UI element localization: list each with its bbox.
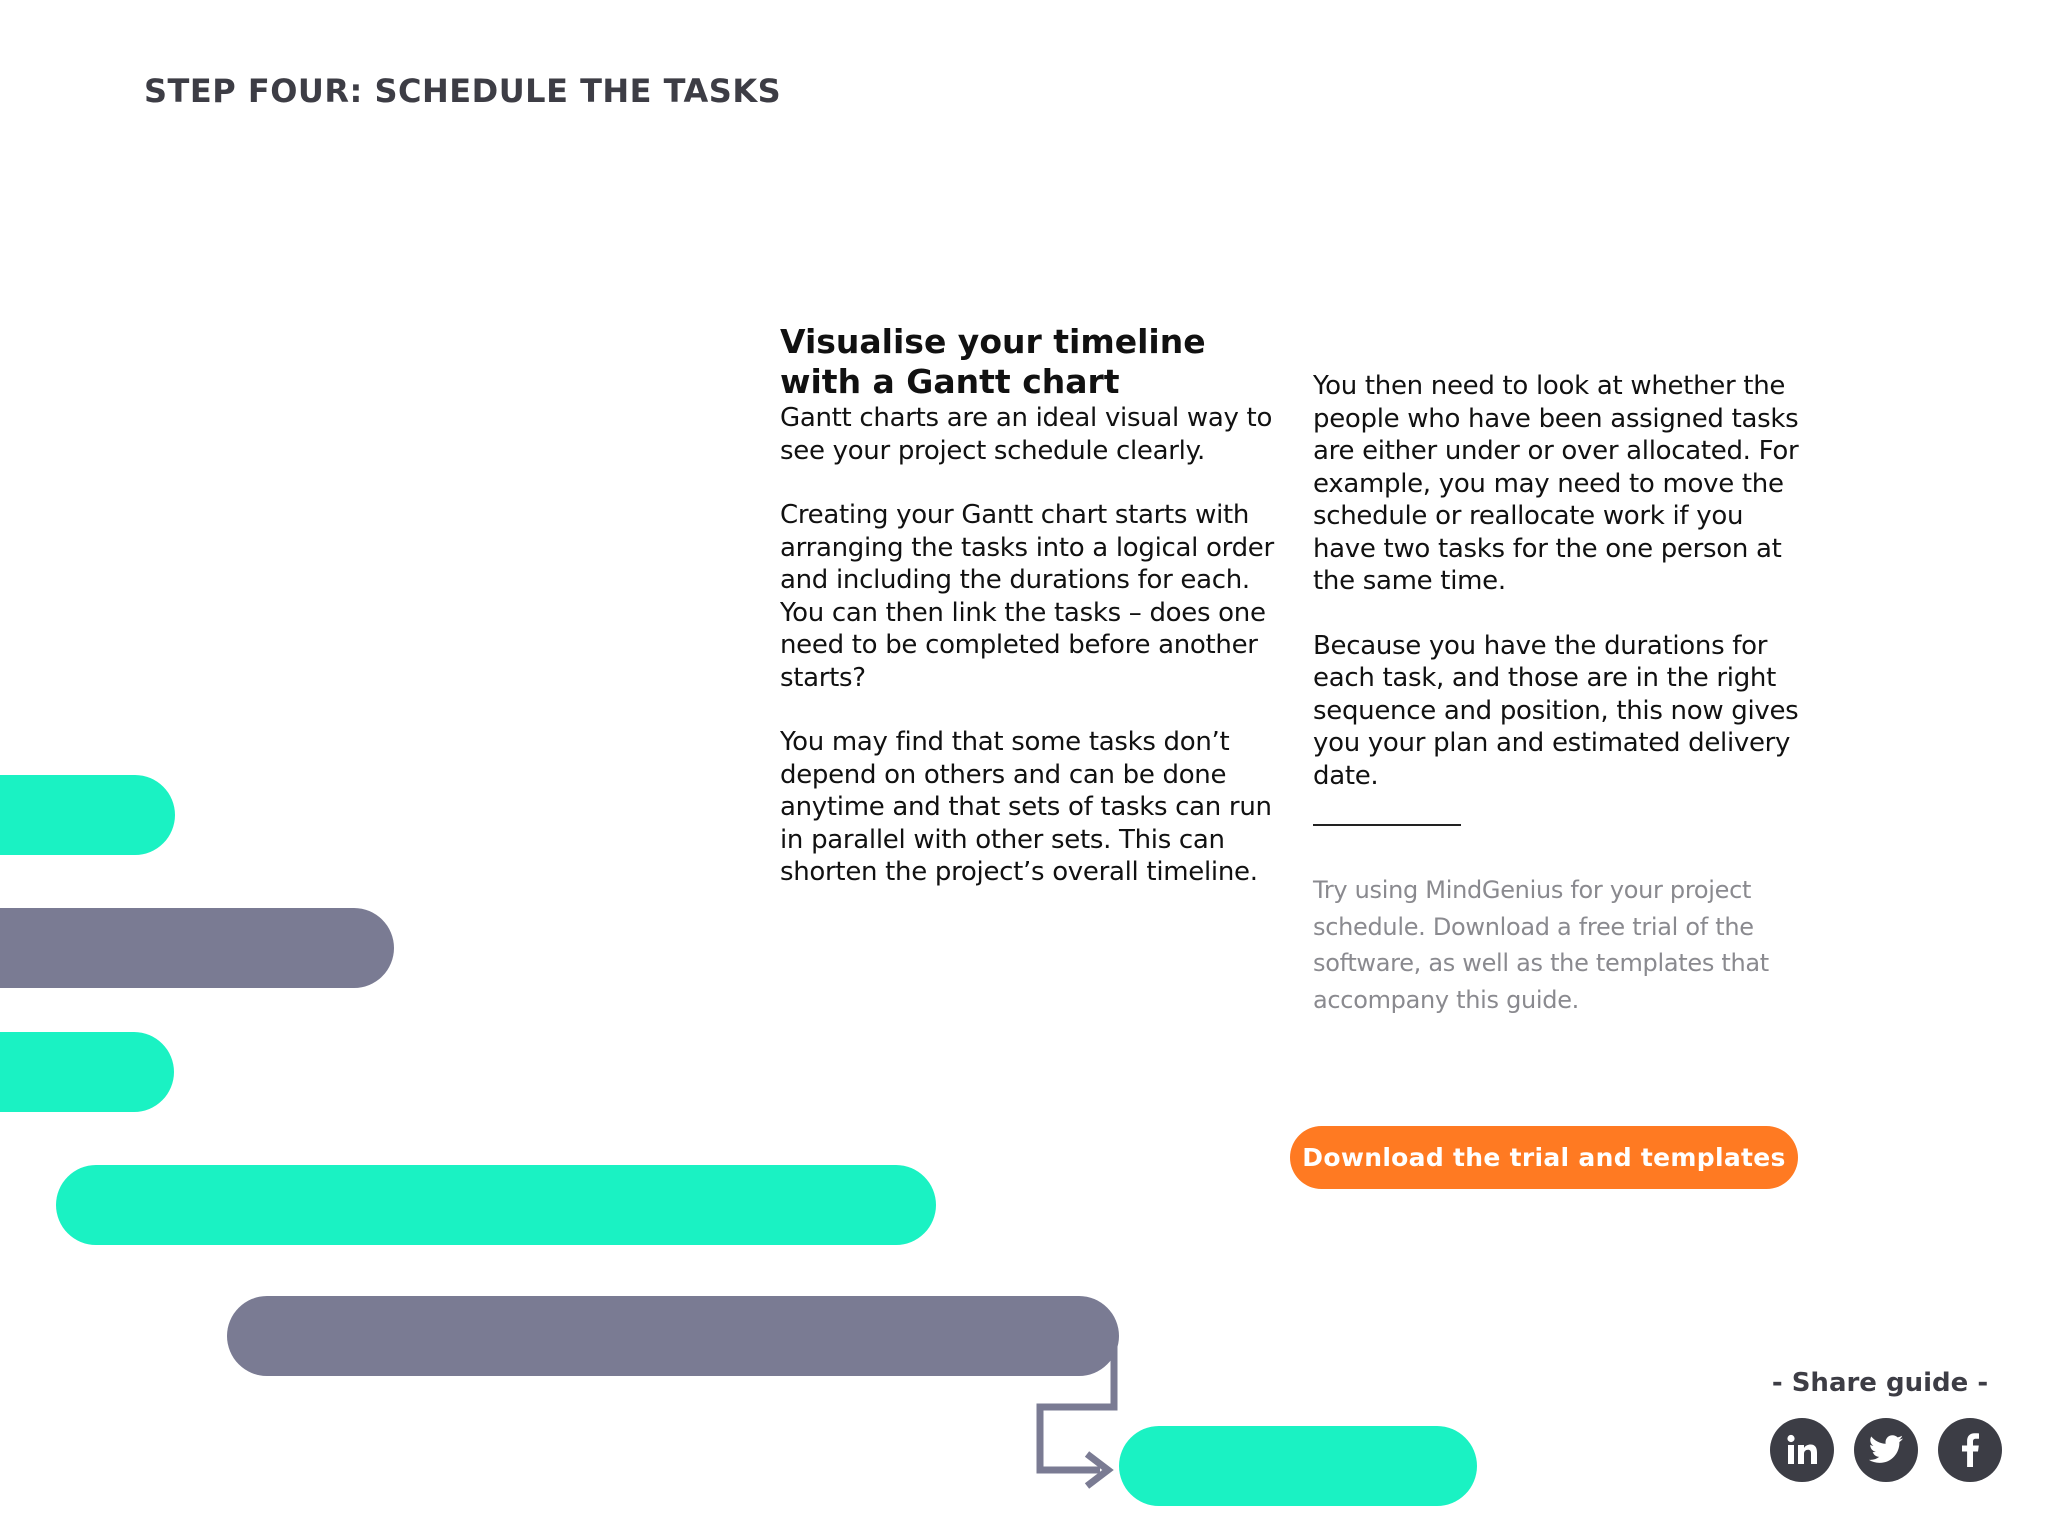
linkedin-icon	[1785, 1433, 1819, 1467]
twitter-icon	[1868, 1435, 1904, 1465]
facebook-icon	[1960, 1433, 1980, 1467]
download-trial-button[interactable]: Download the trial and templates	[1290, 1126, 1798, 1189]
heading-line-2: with a Gantt chart	[780, 362, 1120, 401]
left-paragraph-3: You may find that some tasks don’t depend on others and can be done anytime and that sets of tasks can run in parallel with other sets. This can shorten the project’s overall timeline.	[780, 727, 1272, 887]
share-guide-label: - Share guide -	[1771, 1368, 1989, 1398]
section-heading	[780, 322, 1280, 402]
right-column	[1313, 370, 1813, 1018]
page-title: STEP FOUR: SCHEDULE THE TASKS	[144, 72, 782, 110]
linkedin-button[interactable]	[1770, 1418, 1834, 1482]
left-paragraph-2: Creating your Gantt chart starts with arranging the tasks into a logical order and including the durations for each. You can then link the tasks – does one need to be completed before another starts?	[780, 500, 1274, 693]
trial-note: Try using MindGenius for your project schedule. Download a free trial of the software, as well as the templates that accompany this guide.	[1313, 876, 1769, 1014]
left-paragraph-1: Gantt charts are an ideal visual way to see your project schedule clearly.	[780, 403, 1273, 466]
heading-line-1: Visualise your timeline	[780, 322, 1206, 361]
right-paragraph-2: Because you have the durations for each task, and those are in the right sequence and position, this now gives you your plan and estimated delivery date.	[1313, 630, 1799, 791]
twitter-button[interactable]	[1854, 1418, 1918, 1482]
facebook-button[interactable]	[1938, 1418, 2002, 1482]
divider	[1313, 824, 1461, 826]
left-column	[780, 322, 1280, 921]
right-paragraph-1: You then need to look at whether the people who have been assigned tasks are either under or over allocated. For example, you may need to move the schedule or reallocate work if you have two tasks for the one person at the same time.	[1313, 371, 1799, 596]
